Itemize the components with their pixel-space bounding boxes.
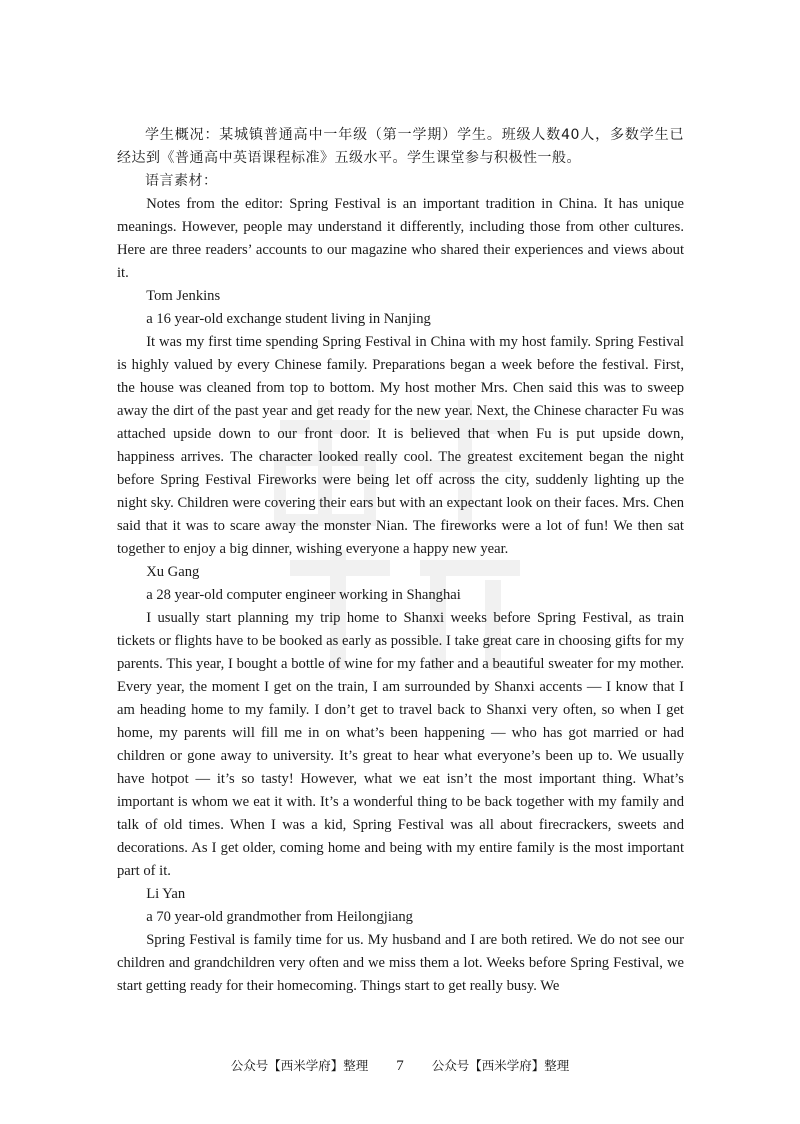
reader-account: Spring Festival is family time for us. My husband and I are both retired. We do not see our children and grandchildren very often and we miss them a lot. Weeks before Spring Festival, we start getting ready for their homecoming. Things start to get really busy. We [117,932,684,994]
document-body [117,124,684,998]
reader-name: Li Yan [146,886,186,902]
reader-name: Tom Jenkins [146,288,221,304]
reader-account: It was my first time spending Spring Festival in China with my host family. Spring Festival is highly valued by every Chinese family. Preparations began a week before the festival. First, the house was cleaned from top to bottom. My host mother Mrs. Chen said this was to sweep away the dirt of the past year and get ready for the new year. Next, the Chinese character Fu was attached upside down to our front door. It is believed that when Fu is put upside down, happiness arrives. The character looked really cool. The greatest excitement began the night before Spring Festival Fireworks were being let off across the city, suddenly lighting up the night sky. Children were covering their ears but with an expectant look on their faces. Mrs. Chen said that it was to scare away the monster Nian. The fireworks were a lot of fun! We then sat together to enjoy a big dinner, wishing everyone a happy new year. [117,334,684,557]
footer-right-credit: 公众号【西米学府】整理 [431,1058,570,1073]
reader-description: a 16 year-old exchange student living in Nanjing [146,311,431,327]
reader-description: a 70 year-old grandmother from Heilongjiang [146,909,413,925]
reader-description: a 28 year-old computer engineer working in Shanghai [146,587,461,603]
page-number: 7 [396,1058,404,1074]
material-heading: 语言素材： [145,173,218,189]
page-footer [0,1056,800,1075]
student-profile: 学生概况：某城镇普通高中一年级（第一学期）学生。班级人数40人，多数学生已经达到《普通高中英语课程标准》五级水平。学生课堂参与积极性一般。 [117,127,684,166]
footer-left-credit: 公众号【西米学府】整理 [230,1058,369,1073]
reader-account: I usually start planning my trip home to Shanxi weeks before Spring Festival, as train tickets or flights have to be booked as early as possible. I take great care in choosing gifts for my parents. This year, I bought a bottle of wine for my father and a beautiful sweater for my mother. Every year, the moment I get on the train, I am surrounded by Shanxi accents — I know that I am heading home to my family. I don’t get to travel back to Shanxi very often, so when I get home, my parents will fill me in on what’s been happening — who has got married or had children or gone away to university. It’s great to hear what everyone’s been up to. We usually have hotpot — it’s so tasty! However, what we eat isn’t the most important thing. What’s important is whom we eat it with. It’s a wonderful thing to be back together with my family and talk of old times. When I was a kid, Spring Festival was all about firecrackers, sweets and decorations. As I get older, coming home and being with my entire family is the most important part of it. [117,610,684,879]
reader-name: Xu Gang [146,564,200,580]
editor-note: Notes from the editor: Spring Festival is an important tradition in China. It has unique meanings. However, people may understand it differently, including those from other cultures. Here are three readers’ accounts to our magazine who shared their experiences and views about it. [117,196,684,281]
